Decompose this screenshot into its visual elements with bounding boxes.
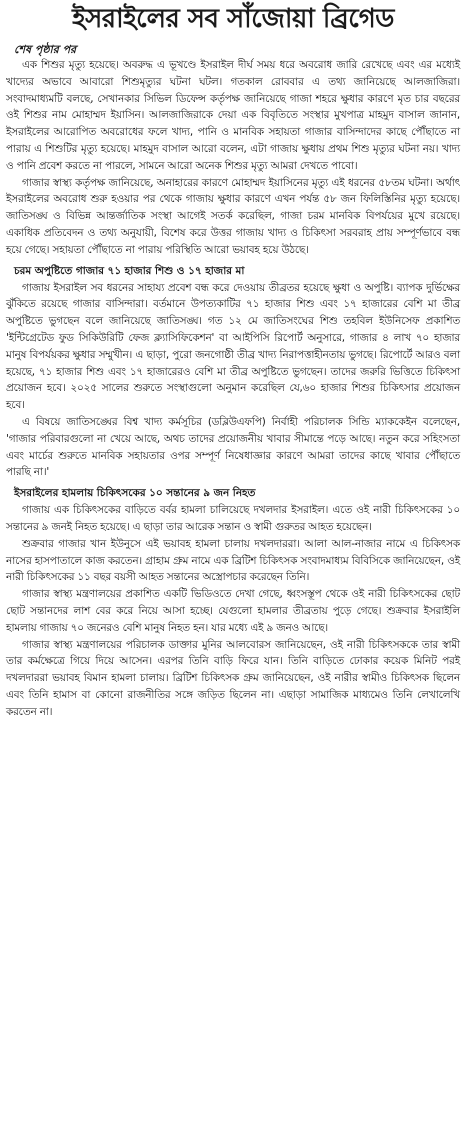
article-paragraph: এ বিষয়ে জাতিসঙ্ঘের বিশ্ব খাদ্য কর্মসূচির (ডব্লিউএফপি) নির্বাহী পরিচালক সিন্ডি ম্যাককেইন বলেছেন, 'গাজার পরিবারগুলো না খেয়ে আছে, অথচ তাদের প্রয়োজনীয় খাবার সীমান্তে পড়ে আছে। নতুন করে সহিংসতা এবং মার্চের শুরুতে মানবিক সহায়তার ওপর সম্পূর্ণ নিষেধাজ্ঞার কারণে আমরা তাদের কাছে খাবার পৌঁছাতে পারছি না।' <box>6 415 460 479</box>
article-paragraph: গাজায় ইসরাইল সব ধরনের সাহায্য প্রবেশ বন্ধ করে দেওয়ায় তীব্রতর হয়েছে ক্ষুধা ও অপুষ্টি। ব্যাপক দুর্ভিক্ষের ঝুঁকিতে রয়েছে গাজার বাসিন্দারা। বর্তমানে উপত্যকাটির ৭১ হাজার শিশু এবং ১৭ হাজারের বেশি মা তীব্র অপুষ্টিতে ভুগছেন বলে জানিয়েছে জাতিসঙ্ঘ। গত ১২ মে জাতিসংঘের শিশু তহবিল ইউনিসেফ প্রকাশিত 'ইন্টিগ্রেটেড ফুড সিকিউরিটি ফেজ ক্ল্যাসিফিকেশন' বা আইপিসি রিপোর্ট অনুসারে, গাজার ৪ লাখ ৭০ হাজার মানুষ বিপর্যয়কর ক্ষুধার সম্মুখীন। এ ছাড়া, পুরো জনগোষ্ঠী তীব্র খাদ্য নিরাপত্তাহীনতায় ভুগছে। রিপোর্টে আরও বলা হয়েছে, ৭১ হাজার শিশু এবং ১৭ হাজারেরও বেশি মা তীব্র অপুষ্টিতে ভুগছেন। তাদের জরুরি ভিত্তিতে চিকিৎসা প্রয়োজন হবে। ২০২৫ সালের শুরুতে সংস্থাগুলো অনুমান করেছিল যে,৬০ হাজার শিশুর চিকিৎসার প্রয়োজন হবে। <box>6 281 460 412</box>
article-paragraph: এক শিশুর মৃত্যু হয়েছে। অবরুদ্ধ এ ভূখণ্ডে ইসরাইল দীর্ঘ সময় ধরে অবরোধ জারি রেখেছে এবং এর মধ্যেই খাদ্যের অভাবে আবারো শিশুমৃত্যুর ঘটনা ঘটল। গতকাল রোববার এ তথ্য জানিয়েছে আলজাজিরা। সংবাদমাধ্যমটি বলছে, সেখানকার সিভিল ডিফেন্স কর্তৃপক্ষ জানিয়েছে গাজা শহরে ক্ষুধার কারণে মৃত চার বছরের ওই শিশুর নাম মোহাম্মদ ইয়াসিন। আলজাজিরাকে দেয়া এক বিবৃতিতে সংস্থার মুখপাত্র মাহমুদ বাসাল জানান, ইসরাইলের আরোপিত অবরোধের ফলে খাদ্য, পানি ও মানবিক সহায়তা গাজার বাসিন্দাদের কাছে পৌঁছাতে না পারায় এ শিশুটির মৃত্যু হয়েছে। মাহমুদ বাসাল আরো বলেন, এটা গাজায় ক্ষুধায় প্রথম শিশু মৃত্যুর ঘটনা নয়। খাদ্য ও পানি প্রবেশ করতে না পারলে, সামনে আরো অনেক শিশুর মৃত্যু আমরা দেখতে পাবো। <box>6 59 460 172</box>
article-paragraph: গাজায় এক চিকিৎসকের বাড়িতে বর্বর হামলা চালিয়েছে দখলদার ইসরাইল। এতে ওই নারী চিকিৎসকের ১০ সন্তানের ৯ জনই নিহত হয়েছে। এ ছাড়া তার আরেক সন্তান ও স্বামী গুরুতর আহত হয়েছেন। <box>6 504 460 533</box>
continued-from-label: শেষ পৃষ্ঠার পর <box>14 43 77 56</box>
section-subheading: চরম অপুষ্টিতে গাজার ৭১ হাজার শিশু ও ১৭ হাজার মা <box>14 264 245 277</box>
article-paragraph: গাজার স্বাস্থ্য মন্ত্রণালয়ের প্রকাশিত একটি ভিডিওতে দেখা গেছে, ধ্বংসস্তূপ থেকে ওই নারী চিকিৎসকের ছোট ছোট সন্তানদের লাশ বের করে নিয়ে আসা হচ্ছে। যেগুলো হামলার তীব্রতায় পুড়ে গেছে। শুক্রবার ইসরাইলি হামলায় গাজায় ৭০ জনেরও বেশি মানুষ নিহত হন। যার মধ্যে এই ৯ জনও আছে। <box>6 588 460 634</box>
article-paragraph: শুক্রবার গাজার খান ইউনুসে এই ভয়াবহ হামলা চালায় দখলদাররা। আলা আল-নাজার নামে এ চিকিৎসক নাসের হাসপাতালে কাজ করতেন। গ্রাহাম গ্রুম নামে এক ব্রিটিশ চিকিৎসক সংবাদমাধ্যম বিবিসিকে জানিয়েছেন, ওই নারী চিকিৎসকের ১১ বছর বয়সী আহত সন্তানের অস্ত্রোপচার করেছেন তিনি। <box>6 537 460 584</box>
article-paragraph: গাজার স্বাস্থ্য মন্ত্রণালয়ের পরিচালক ডাক্তার মুনির আলবোরস জানিয়েছেন, ওই নারী চিকিৎসককে তার স্বামী তার কর্মক্ষেত্রে গিয়ে দিয়ে আসেন। এরপর তিনি বাড়ি ফিরে যান। তিনি বাড়িতে ঢোকার কয়েক মিনিট পরই দখলদাররা ভয়াবহ বিমান হামলা চালায়। ব্রিটিশ চিকিৎসক গ্রুম জানিয়েছেন, ওই নারীর স্বামীও চিকিৎসক ছিলেন এবং তিনি হামাস বা কোনো রাজনীতির সঙ্গে জড়িত ছিলেন না। এছাড়া সামাজিক মাধ্যমেও তিনি লেখালেখি করতেন না। <box>6 638 460 718</box>
article-paragraph: গাজার স্বাস্থ্য কর্তৃপক্ষ জানিয়েছে, অনাহারের কারণে মোহাম্মদ ইয়াসিনের মৃত্যু এই ধরনের ৫৮তম ঘটনা। অর্থাৎ ইসরাইলের অবরোধ শুরু হওয়ার পর থেকে গাজায় ক্ষুধার কারণে এখন পর্যন্ত ৫৮ জন ফিলিস্তিনির মৃত্যু হয়েছে। জাতিসঙ্ঘ ও বিভিন্ন আন্তর্জাতিক সংস্থা আগেই সতর্ক করেছিল, গাজা চরম মানবিক বিপর্যয়ের মুখে রয়েছে। একাধিক প্রতিবেদন ও তথ্য অনুযায়ী, বিশেষ করে উত্তর গাজায় খাদ্য ও চিকিৎসা সরবরাহ প্রায় সম্পূর্ণভাবে বন্ধ হয়ে গেছে। সহায়তা পৌঁছাতে না পারায় পরিস্থিতি আরো ভয়াবহ হয়ে উঠছে। <box>6 176 460 256</box>
section-subheading: ইসরাইলের হামলায় চিকিৎসকের ১০ সন্তানের ৯ জন নিহত <box>14 487 256 500</box>
headline: ইসরাইলের সব সাঁজোয়া ব্রিগেড <box>72 4 394 34</box>
